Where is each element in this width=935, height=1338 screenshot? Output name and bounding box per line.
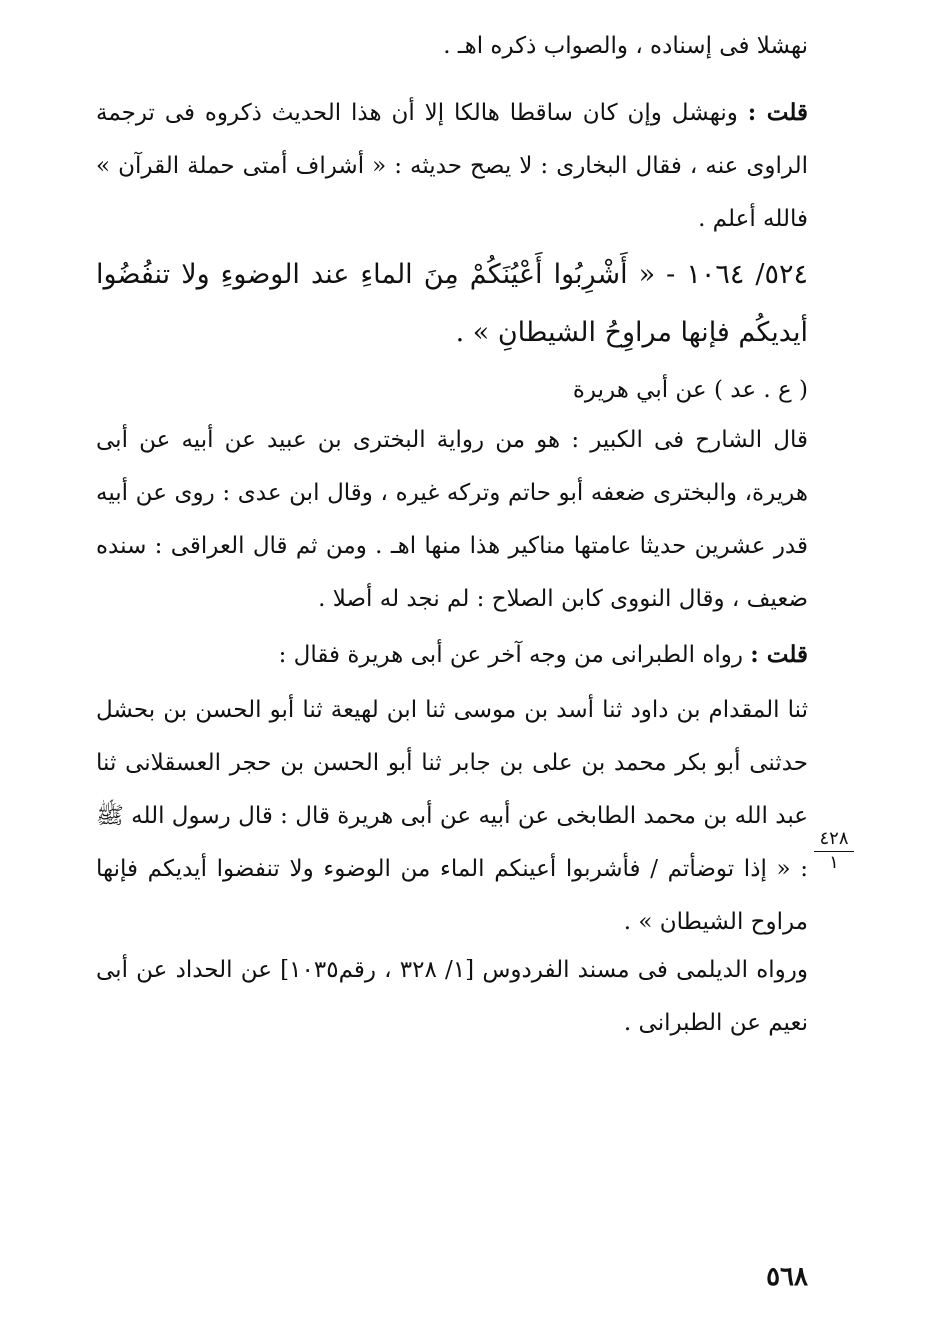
paragraph-text: رواه الطبرانى من وجه آخر عن أبى هريرة فقال : [278, 642, 743, 668]
paragraph-commentary [96, 414, 808, 626]
paragraph-text: قال الشارح فى الكبير : هو من رواية البخترى بن عبيد عن أبيه عن أبى هريرة، والبخترى ضعفه أبو حاتم وتركه غيره ، وقال ابن عدى : روى عن أبيه قدر عشرين حديثا عامتها مناكير هذا منها اهـ . ومن ثم قال العراقى : سنده ضعيف ، وقال النووى كابن الصلاح : لم نجد له أصلا . [96, 427, 808, 612]
hadith-source [96, 370, 808, 410]
paragraph-isnad [96, 684, 808, 949]
paragraph-qultu-1 [96, 86, 808, 246]
margin-reference-volume: ٤٢٨ [814, 828, 854, 852]
paragraph-qultu-2 [96, 628, 808, 682]
keyword-qultu: قلت : [750, 641, 808, 668]
keyword-qultu: قلت : [747, 99, 808, 126]
hadith-text [96, 246, 808, 362]
paragraph-text: ثنا المقدام بن داود ثنا أسد بن موسى ثنا ابن لهيعة ثنا أبو الحسن بن بحشل حدثنى أبو بكر محمد بن على بن جابر ثنا أبو الحسن بن حجر العسقلانى ثنا عبد الله بن محمد الطابخى عن أبيه عن أبى هريرة قال : قال رسول الله ﷺ : « إذا توضأتم / فأشربوا أعينكم الماء من الوضوء ولا تنفضوا أيديكم فإنها مراوح الشيطان » . [96, 697, 808, 935]
source-text: ( ع . عد ) عن أبي هريرة [572, 377, 808, 403]
paragraph-text: ونهشل وإن كان ساقطا هالكا إلا أن هذا الحديث ذكروه فى ترجمة الراوى عنه ، فقال البخارى : لا يصح حديثه : « أشراف أمتى حملة القرآن » فالله أعلم . [96, 100, 808, 232]
paragraph-continuation [96, 20, 808, 73]
paragraph-text: نهشلا فى إسناده ، والصواب ذكره اهـ . [443, 33, 808, 59]
paragraph-daylami [96, 944, 808, 1050]
margin-reference [814, 828, 854, 874]
margin-reference-page: ١ [829, 852, 839, 873]
hadith-body: ٥٢٤/ ١٠٦٤ - « أَشْرِبُوا أَعْيُنَكُمْ مِنَ الماءِ عند الوضوءِ ولا تنفُضُوا أيديكُم فإنها مراوِحُ الشيطانِ » . [96, 259, 808, 348]
paragraph-text: ورواه الديلمى فى مسند الفردوس [١/ ٣٢٨ ، رقم١٠٣٥] عن الحداد عن أبى نعيم عن الطبرانى . [96, 957, 809, 1036]
page-number: ٥٦٨ [766, 1262, 808, 1292]
